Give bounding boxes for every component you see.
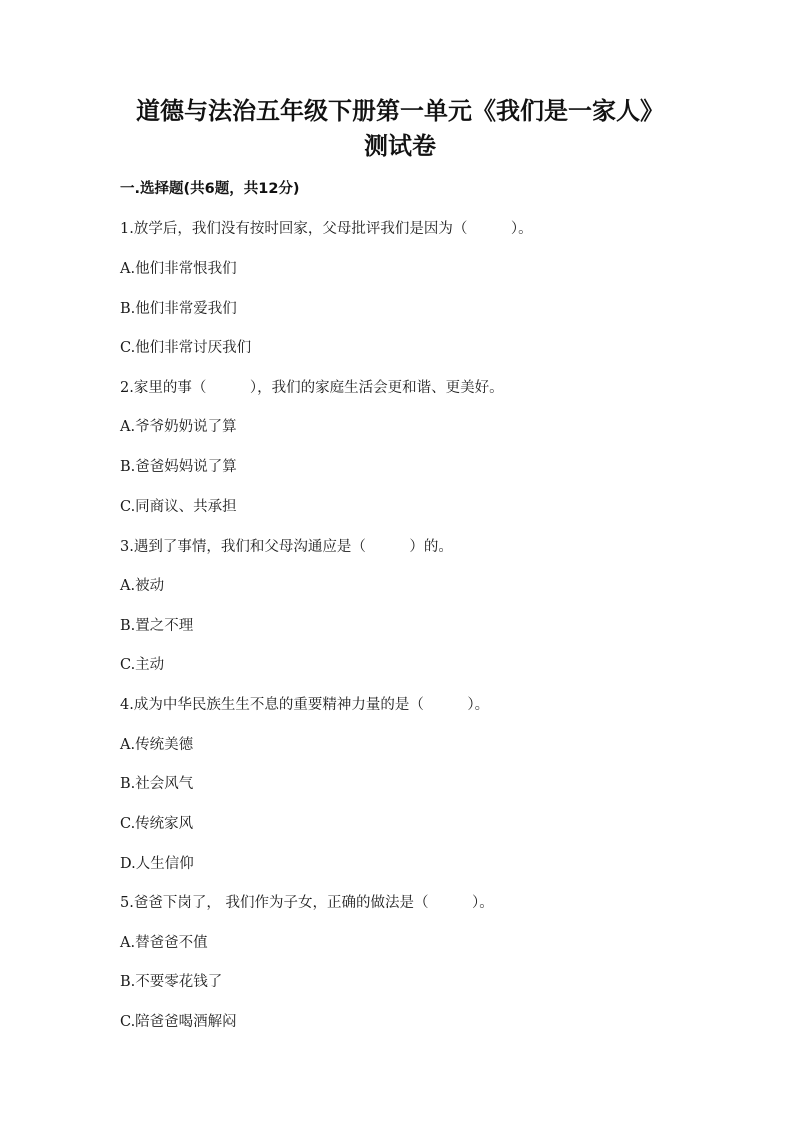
question-1-option-a: A.他们非常恨我们 xyxy=(120,261,237,277)
question-1-option-c: C.他们非常讨厌我们 xyxy=(120,340,252,356)
question-2-stem: 2.家里的事（ ），我们的家庭生活会更和谐、更美好。 xyxy=(120,380,504,396)
question-5-option-b: B.不要零花钱了 xyxy=(120,974,223,990)
question-4-option-c: C.传统家风 xyxy=(120,816,194,832)
question-2-option-c: C.同商议、共承担 xyxy=(120,499,237,515)
question-1-stem: 1.放学后，我们没有按时回家，父母批评我们是因为（ ）。 xyxy=(120,221,533,237)
question-4-option-b: B.社会风气 xyxy=(120,776,194,792)
question-4-option-d: D.人生信仰 xyxy=(120,856,194,872)
exam-title-line-2: 测试卷 xyxy=(364,131,436,160)
section-heading: 一.选择题(共6题，共12分) xyxy=(120,181,300,197)
exam-title-line-1: 道德与法治五年级下册第一单元《我们是一家人》 xyxy=(136,96,664,125)
question-3-stem: 3.遇到了事情，我们和父母沟通应是（ ）的。 xyxy=(120,539,453,555)
question-5-option-a: A.替爸爸不值 xyxy=(120,935,208,951)
question-4-stem: 4.成为中华民族生生不息的重要精神力量的是（ ）。 xyxy=(120,697,490,713)
question-3-option-c: C.主动 xyxy=(120,657,165,673)
question-4-option-a: A.传统美德 xyxy=(120,737,194,753)
question-2-option-a: A.爷爷奶奶说了算 xyxy=(120,419,237,435)
question-1-option-b: B.他们非常爱我们 xyxy=(120,301,237,317)
question-2-option-b: B.爸爸妈妈说了算 xyxy=(120,459,237,475)
question-3-option-b: B.置之不理 xyxy=(120,618,194,634)
question-3-option-a: A.被动 xyxy=(120,578,165,594)
question-5-stem: 5.爸爸下岗了， 我们作为子女，正确的做法是（ ）。 xyxy=(120,895,494,911)
question-5-option-c: C.陪爸爸喝酒解闷 xyxy=(120,1014,237,1030)
